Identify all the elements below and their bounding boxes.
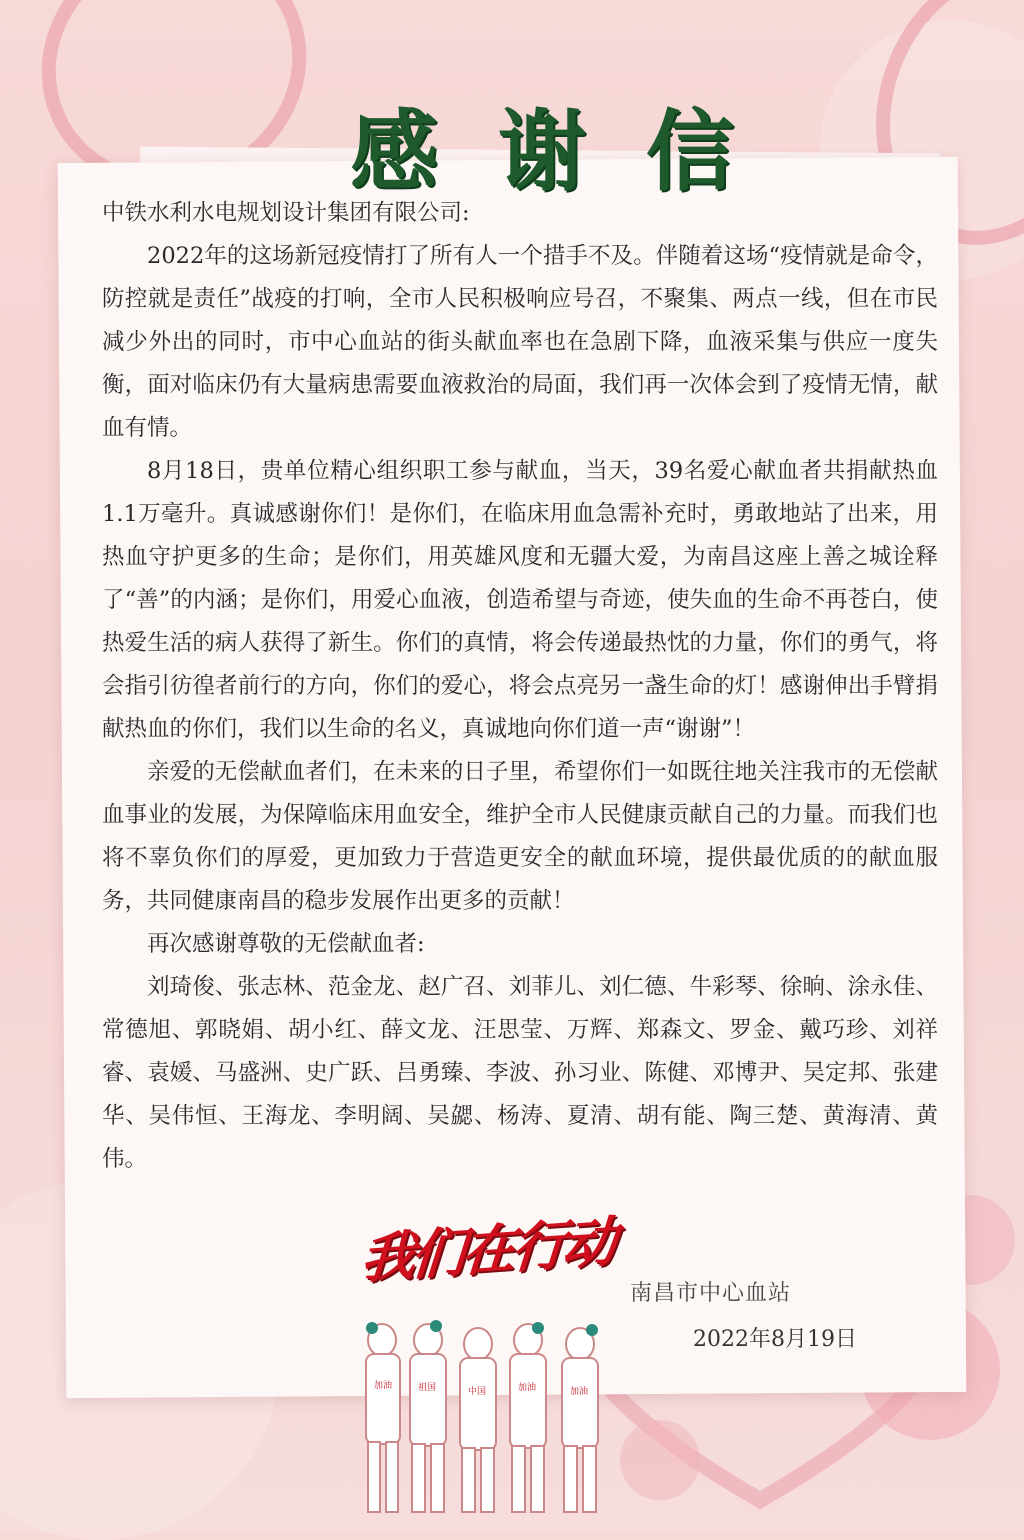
worker-badge-text: 加油 [518, 1383, 537, 1393]
worker-figure [510, 1324, 546, 1512]
letter-body [102, 192, 938, 1181]
worker-figure [410, 1324, 446, 1512]
worker-figure [562, 1328, 598, 1512]
worker-badge-text: 祖国 [418, 1383, 437, 1393]
signature-date: 2022年8月19日 [693, 1327, 857, 1352]
letter-title: 感谢信 [349, 100, 794, 203]
worker-badge-text: 加油 [374, 1381, 393, 1391]
campaign-logo [358, 1208, 632, 1291]
signature-organization: 南昌市中心血站 [630, 1281, 792, 1306]
paragraph-thanks: 8月18日，贵单位精心组织职工参与献血，当天，39名爱心献血者共捐献热血1.1万毫升。真诚感谢你们！是你们，在临床用血急需补充时，勇敢地站了出来，用热血守护更多的生命；是你们，用英雄风度和无疆大爱，为南昌这座上善之城诠释了“善”的内涵；是你们，用爱心血液，创造希望与奇迹，使失血的生命不再苍白，使热爱生活的病人获得了新生。你们的真情，将会传递最热忱的力量，你们的勇气，将会指引彷徨者前行的方向，你们的爱心，将会点亮另一盏生命的灯！感谢伸出手臂捐献热血的你们，我们以生命的名义，真诚地向你们道一声“谢谢”！ [102, 458, 938, 742]
donor-names: 刘琦俊、张志林、范金龙、赵广召、刘菲儿、刘仁德、牛彩琴、徐晌、涂永佳、常德旭、郭晓娟、胡小红、薛文龙、汪思莹、万辉、郑森文、罗金、戴巧珍、刘祥睿、袁媛、马盛洲、史广跃、吕勇臻、李波、孙习业、陈健、邓博尹、吴定邦、张建华、吴伟恒、王海龙、李明阔、吴勰、杨涛、夏清、胡有能、陶三楚、黄海清、黄伟。 [102, 974, 938, 1172]
worker-badge-text: 中国 [468, 1387, 487, 1397]
campaign-logo-text: 我们在行动 [358, 1210, 615, 1291]
paragraph-hope: 亲爱的无偿献血者们，在未来的日子里，希望你们一如既往地关注我市的无偿献血事业的发展，为保障临床用血安全，维护全市人民健康贡献自己的力量。而我们也将不辜负你们的厚爱，更加致力于营造更安全的献血环境，提供最优质的的献血服务，共同健康南昌的稳步发展作出更多的贡献！ [102, 759, 938, 914]
worker-badge-text: 加油 [570, 1387, 589, 1397]
worker-figure [460, 1328, 496, 1512]
worker-figure [366, 1324, 400, 1512]
paragraph-intro: 2022年的这场新冠疫情打了所有人一个措手不及。伴随着这场“疫情就是命令，防控就是责任”战疫的打响，全市人民积极响应号召，不聚集、两点一线，但在市民减少外出的同时，市中心血站的街头献血率也在急剧下降，血液采集与供应一度失衡，面对临床仍有大量病患需要血液救治的局面，我们再一次体会到了疫情无情，献血有情。 [102, 243, 938, 441]
donor-list-heading: 再次感谢尊敬的无偿献血者: [147, 931, 425, 957]
medical-workers-illustration [360, 1318, 625, 1518]
salutation: 中铁水利水电规划设计集团有限公司: [102, 200, 470, 226]
